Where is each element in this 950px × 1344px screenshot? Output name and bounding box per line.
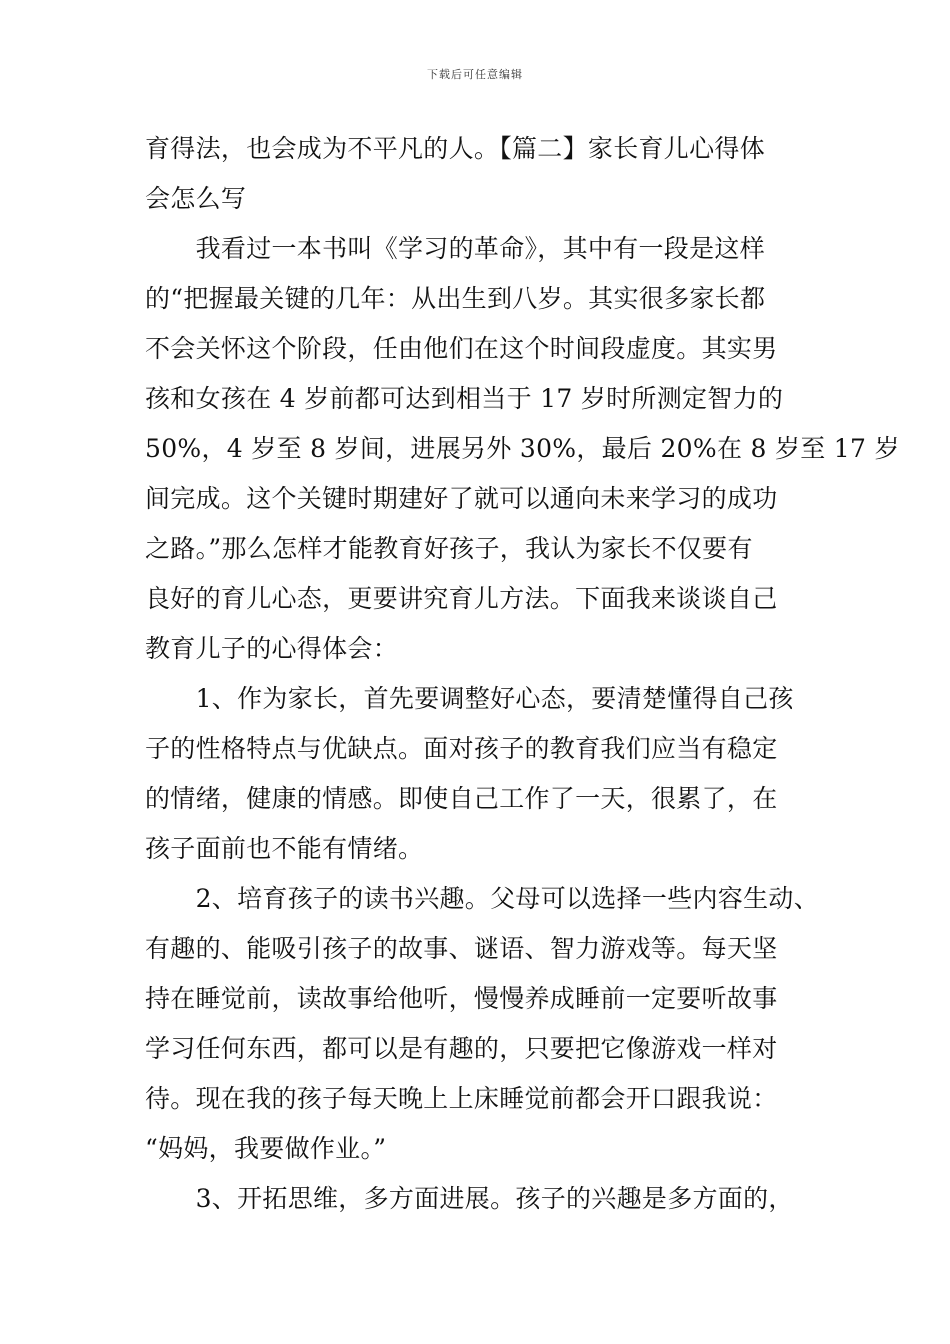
text-line: 学习任何东西，都可以是有趣的，只要把它像游戏一样对 bbox=[145, 1034, 778, 1063]
text-line: 3、开拓思维，多方面进展。孩子的兴趣是多方面的， bbox=[145, 1184, 794, 1213]
text-line: 孩子面前也不能有情绪。 bbox=[145, 834, 424, 863]
text-line: 教育儿子的心得体会： bbox=[145, 634, 399, 663]
text-line: 2、培育孩子的读书兴趣。父母可以选择一些内容生动、 bbox=[145, 884, 820, 913]
text-line: 的情绪，健康的情感。即使自己工作了一天，很累了，在 bbox=[145, 784, 778, 813]
header-note: 下载后可任意编辑 bbox=[427, 68, 523, 81]
text-line: 之路。”那么怎样才能教育好孩子，我认为家长不仅要有 bbox=[145, 534, 753, 563]
text-line: 我看过一本书叫《学习的革命》，其中有一段是这样 bbox=[145, 234, 766, 263]
text-line: 持在睡觉前，读故事给他听，慢慢养成睡前一定要听故事 bbox=[145, 984, 778, 1013]
text-line: 会怎么写 bbox=[145, 184, 247, 213]
text-line: 间完成。这个关键时期建好了就可以通向未来学习的成功 bbox=[145, 484, 778, 513]
text-line: 待。现在我的孩子每天晚上上床睡觉前都会开口跟我说： bbox=[145, 1084, 778, 1113]
text-line: 的“把握最关键的几年：从出生到八岁。其实很多家长都 bbox=[145, 284, 766, 313]
text-line: 不会关怀这个阶段，任由他们在这个时间段虚度。其实男 bbox=[145, 334, 778, 363]
text-line: 良好的育儿心态，更要讲究育儿方法。下面我来谈谈自己 bbox=[145, 584, 778, 613]
text-line: 孩和女孩在 4 岁前都可达到相当于 17 岁时所测定智力的 bbox=[145, 384, 784, 413]
body-text bbox=[145, 124, 900, 1224]
text-line: 子的性格特点与优缺点。面对孩子的教育我们应当有稳定 bbox=[145, 734, 778, 763]
text-line: 50%，4 岁至 8 岁间，进展另外 30%，最后 20%在 8 岁至 17 岁 bbox=[145, 434, 900, 463]
text-line: 育得法，也会成为不平凡的人。【篇二】家长育儿心得体 bbox=[145, 134, 766, 163]
text-line: 1、作为家长，首先要调整好心态，要清楚懂得自己孩 bbox=[145, 684, 794, 713]
text-line: 有趣的、能吸引孩子的故事、谜语、智力游戏等。每天坚 bbox=[145, 934, 778, 963]
text-line: “妈妈，我要做作业。” bbox=[145, 1134, 387, 1163]
